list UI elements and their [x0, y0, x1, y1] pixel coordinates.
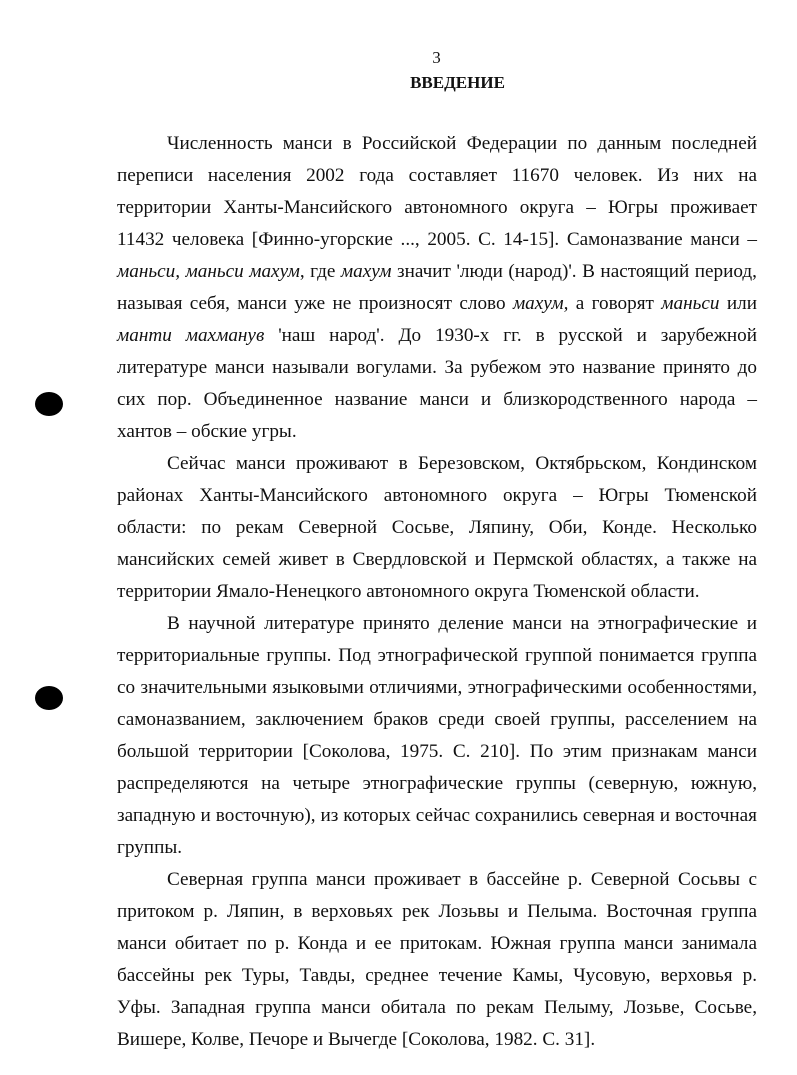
hole-punch-mark — [35, 392, 63, 416]
hole-punch-mark — [35, 686, 63, 710]
paragraph-4: Северная группа манси проживает в бассейне р. Северной Сосьвы с притоком р. Ляпин, в верховьях рек Лозьвы и Пелыма. Восточная группа манси обитает по р. Конда и ее притокам. Южная группа манси занимала бассейны рек Туры, Тавды, среднее течение Камы, Чусовую, верховья р. Уфы. Западная группа манси обитала по рекам Пелыму, Лозьве, Сосьве, Вишере, Колве, Печоре и Вычегде [Соколова, 1982. С. 31]. — [117, 869, 757, 1050]
body-text — [117, 128, 757, 1056]
paragraph-1: Численность манси в Российской Федерации по данным последней переписи населения 2002 года составляет 11670 человек. Из них на территории Ханты-Мансийского автономного округа – Югры проживает 11432 человека [Финно-угорские ..., 2005. С. 14-15]. Самоназвание манси – маньси, маньси махум, где махум значит 'люди (народ)'. В настоящий период, называя себя, манси уже не произносят слово махум, а говорят маньси или манти махманув 'наш народ'. До 1930-х гг. в русской и зарубежной литературе манси называли вогулами. За рубежом это название принято до сих пор. Объединенное название манси и близкородственного народа – хантов – обские угры. — [117, 133, 757, 442]
paragraph-3: В научной литературе принято деление манси на этнографические и территориальные группы. Под этнографической группой понимается группа со значительными языковыми отличиями, этнографическими особенностями, самоназванием, заключением браков среди своей группы, расселением на большой территории [Соколова, 1975. С. 210]. По этим признакам манси распределяются на четыре этнографические группы (северную, южную, западную и восточную), из которых сейчас сохранились северная и восточная группы. — [117, 613, 757, 858]
paragraph-2: Сейчас манси проживают в Березовском, Октябрьском, Кондинском районах Ханты-Мансийского автономного округа – Югры Тюменской области: по рекам Северной Сосьве, Ляпину, Оби, Конде. Несколько мансийских семей живет в Свердловской и Пермской областях, а также на территории Ямало-Ненецкого автономного округа Тюменской области. — [117, 453, 757, 602]
page-title: ВВЕДЕНИЕ — [410, 73, 505, 92]
page-number: 3 — [432, 48, 441, 67]
